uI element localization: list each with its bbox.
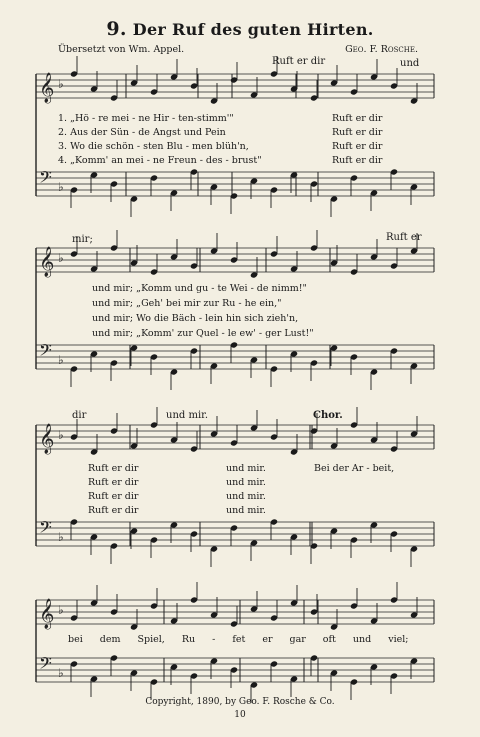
refrain2-a: Ruft er dir bbox=[88, 477, 139, 488]
system2-verse1: und mir; „Komm und gu - te Wei - de nimm!" bbox=[92, 283, 307, 294]
flat-icon: ♭ bbox=[58, 666, 64, 680]
clef-icon: 𝄞 bbox=[39, 424, 55, 454]
system2-upper-left: mir; bbox=[72, 234, 93, 245]
clef-icon: 𝄢 bbox=[39, 167, 52, 191]
hymn-title-text: Der Ruf des guten Hirten. bbox=[132, 20, 374, 39]
system4-lyric: bei dem Spiel, Ru - fet er gar oft und viel; bbox=[68, 634, 409, 645]
clef-icon: 𝄞 bbox=[39, 73, 55, 103]
verse3-line: 3. Wo die schön - sten Blu - men blüh'n, bbox=[58, 141, 249, 152]
system1-upper-label2: und bbox=[400, 58, 420, 69]
verse4-line: 4. „Komm' an mei - ne Freun - des - brust" bbox=[58, 155, 262, 166]
translator-credit: Übersetzt von Wm. Appel. bbox=[58, 44, 185, 55]
flat-icon: ♭ bbox=[58, 530, 64, 544]
flat-icon: ♭ bbox=[58, 180, 64, 194]
flat-icon: ♭ bbox=[58, 353, 64, 367]
system2-verse3: und mir; Wo die Bäch - lein hin sich zieh'n, bbox=[92, 313, 299, 324]
verse1-line: 1. „Hö - re mei - ne Hir - ten-stimm'" bbox=[58, 113, 234, 124]
system3-upper-dir: dir bbox=[72, 410, 87, 421]
composer-credit: Geo. F. Rosche. bbox=[345, 44, 418, 55]
clef-icon: 𝄞 bbox=[39, 599, 55, 629]
flat-icon: ♭ bbox=[58, 251, 64, 265]
verse2-refrain: Ruft er dir bbox=[332, 127, 383, 138]
system3-upper-und: und mir. bbox=[166, 410, 209, 421]
clef-icon: 𝄢 bbox=[39, 517, 52, 541]
refrain3-a: Ruft er dir bbox=[88, 491, 139, 502]
flat-icon: ♭ bbox=[58, 77, 64, 91]
refrain1-b: und mir. bbox=[226, 463, 266, 474]
system2-upper-right: Ruft er bbox=[386, 232, 422, 243]
clef-icon: 𝄞 bbox=[39, 247, 55, 277]
system1-upper-label: Ruft er dir bbox=[272, 56, 326, 67]
verse1-refrain: Ruft er dir bbox=[332, 113, 383, 124]
hymn-number: 9. bbox=[106, 18, 127, 40]
clef-icon: 𝄢 bbox=[39, 340, 52, 364]
refrain2-b: und mir. bbox=[226, 477, 266, 488]
system2-verse2: und mir; „Geh' bei mir zur Ru - he ein," bbox=[92, 298, 282, 309]
page-number: 10 bbox=[234, 710, 246, 720]
flat-icon: ♭ bbox=[58, 603, 64, 617]
copyright-notice: Copyright, 1890, by Geo. F. Rosche & Co. bbox=[145, 697, 335, 707]
clef-icon: 𝄢 bbox=[39, 653, 52, 677]
chorus-text: Bei der Ar - beit, bbox=[314, 463, 395, 474]
refrain4-b: und mir. bbox=[226, 505, 266, 516]
verse4-refrain: Ruft er dir bbox=[332, 155, 383, 166]
refrain1-a: Ruft er dir bbox=[88, 463, 139, 474]
flat-icon: ♭ bbox=[58, 428, 64, 442]
refrain3-b: und mir. bbox=[226, 491, 266, 502]
chorus-label: Chor. bbox=[313, 410, 343, 421]
refrain4-a: Ruft er dir bbox=[88, 505, 139, 516]
verse2-line: 2. Aus der Sün - de Angst und Pein bbox=[58, 127, 226, 138]
verse3-refrain: Ruft er dir bbox=[332, 141, 383, 152]
system2-verse4: und mir; „Komm' zur Quel - le ew' - ger Lust!" bbox=[92, 328, 314, 339]
